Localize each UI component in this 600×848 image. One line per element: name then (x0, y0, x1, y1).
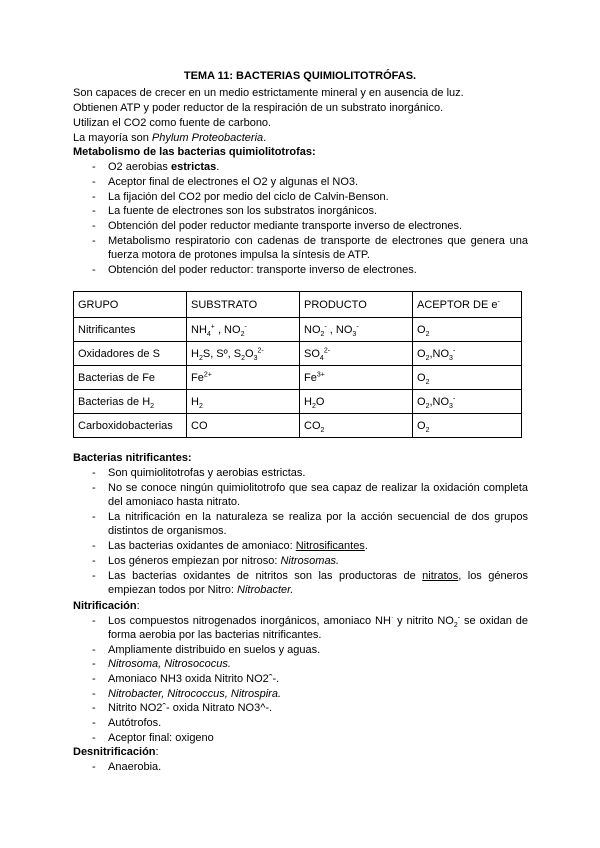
list-item: Aceptor final de electrones el O2 y algunas el NO3. (108, 176, 359, 188)
bullet-dash: - (92, 264, 96, 276)
superscript: - (497, 297, 500, 305)
underlined-term: Nitrosificantes (295, 540, 365, 552)
bullet-dash: - (92, 702, 96, 714)
list-item: Las bacterias oxidantes de nitritos son las productoras de nitratos, los géneros empiezan todos por Nitro: Nitrobacter. (108, 570, 528, 596)
table-cell: $O_2$ (413, 414, 522, 438)
list-item (108, 160, 528, 174)
list-item: Autótrofos. (108, 717, 162, 729)
list-item: Anaerobia. (108, 761, 162, 773)
underlined-term: nitratos (422, 570, 459, 582)
intro-text: La mayoría son (73, 132, 152, 144)
table-row (74, 390, 522, 414)
header-cell (413, 292, 522, 318)
bullet-dash: - (92, 658, 96, 670)
section-heading: Nitrificación: (73, 600, 140, 612)
table-cell: $O_2,NO_3^-$ (413, 342, 522, 366)
bullet-dash: - (92, 732, 96, 744)
intro-line: Utilizan el CO2 como fuente de carbono. (73, 117, 272, 129)
list-item: Las bacterias oxidantes de amoniaco: Nitrosificantes. (108, 540, 368, 552)
list-item: La fuente de electrones son los substratos inorgánicos. (108, 205, 378, 217)
list-item: Nitrosoma, Nitrosococus. (108, 658, 231, 670)
table-cell: Oxidadores de S (74, 342, 187, 366)
list-item: La fijación del CO2 por medio del ciclo de Calvin-Benson. (108, 191, 389, 203)
list-item: Los géneros empiezan por nitroso: Nitrosomas. (108, 555, 340, 567)
table-row (74, 414, 522, 438)
table-row (74, 366, 522, 390)
bullet-dash: - (92, 540, 96, 552)
table-cell: $SO_4^{2-}$ (300, 342, 413, 366)
table-cell: $O_2$ (413, 318, 522, 342)
bullet-dash: - (92, 511, 96, 523)
page-title: TEMA 11: BACTERIAS QUIMIOLITOTRÓFAS. (183, 70, 417, 82)
table-cell: Bacterias de $H_2$ (74, 390, 187, 414)
table-cell: Nitrificantes (74, 318, 187, 342)
table-cell: Bacterias de Fe (74, 366, 187, 390)
table-cell: $NH_4^+$ , $NO_2^-$ (187, 318, 300, 342)
table-header-row (74, 292, 522, 318)
bullet-dash: - (92, 570, 96, 582)
genus-name: Nitrosomas. (280, 555, 340, 567)
list-item: Nitrito NO2ˆ- oxida Nitrato NO3^-. (108, 702, 273, 714)
list-item: Aceptor final: oxigeno (108, 732, 214, 744)
bullet-dash: - (92, 673, 96, 685)
intro-line (73, 131, 266, 145)
section-heading: Bacterias nitrificantes: (73, 452, 192, 464)
table-cell: $Fe^{3+}$ (300, 366, 413, 390)
bullet-dash: - (92, 644, 96, 656)
header-cell: SUBSTRATO (187, 292, 300, 318)
list-item: Son quimiolitotrofas y aerobias estrictas. (108, 467, 306, 479)
list-item: Nitrobacter, Nitrococcus, Nitrospira. (108, 688, 281, 700)
table-row (74, 318, 522, 342)
intro-line: Son capaces de crecer en un medio estrictamente mineral y en ausencia de luz. (73, 87, 464, 99)
bullet-dash: - (92, 191, 96, 203)
bullet-dash: - (92, 761, 96, 773)
table-row (74, 342, 522, 366)
table-cell: $H_2O$ (300, 390, 413, 414)
section-heading: Metabolismo de las bacterias quimiolitotrofas: (73, 146, 316, 158)
list-item: Amoniaco NH3 oxida Nitrito NO2ˆ-. (108, 673, 280, 685)
list-item: Obtención del poder reductor: transporte inverso de electrones. (108, 264, 417, 276)
bullet-dash: - (92, 161, 96, 173)
list-item: Obtención del poder reductor mediante transporte inverso de electrones. (108, 220, 463, 232)
bullet-dash: - (92, 467, 96, 479)
table-cell: $NO_2^-$ , $NO_3^-$ (300, 318, 413, 342)
table-cell: $O_2,NO_3^-$ (413, 390, 522, 414)
table-cell: $Fe^{2+}$ (187, 366, 300, 390)
table-cell: $O_2$ (413, 366, 522, 390)
bullet-dash: - (92, 688, 96, 700)
list-item: Metabolismo respiratorio con cadenas de transporte de electrones que genera una fuerza motora de protones impulsa la síntesis de ATP. (108, 235, 528, 261)
table-cell: $H_2$ (187, 390, 300, 414)
bullet-dash: - (92, 555, 96, 567)
item-text: O2 aerobias (108, 161, 171, 173)
list-item: No se conoce ningún quimiolitotrofo que sea capaz de realizar la oxidación completa del amoniaco hasta nitrato. (108, 482, 528, 508)
bullet-dash: - (92, 615, 96, 627)
table-cell: $H_2S$, Sº, $S_2O_3^{2-}$ (187, 342, 300, 366)
phylum-name: Phylum Proteobacteria (151, 132, 264, 144)
intro-line: Obtienen ATP y poder reductor de la respiración de un substrato inorgánico. (73, 102, 444, 114)
list-item: La nitrificación en la naturaleza se realiza por la acción secuencial de dos grupos distintos de organismos. (108, 511, 528, 537)
bullet-dash: - (92, 205, 96, 217)
bullet-dash: - (92, 717, 96, 729)
bullet-dash: - (92, 235, 96, 247)
bullet-dash: - (92, 220, 96, 232)
table-cell: CO (187, 414, 300, 438)
section-heading: Desnitrificación: (73, 746, 159, 758)
table-cell: Carboxidobacterias (74, 414, 187, 438)
header-cell: GRUPO (74, 292, 187, 318)
table-cell: $CO_2$ (300, 414, 413, 438)
header-cell: PRODUCTO (300, 292, 413, 318)
bullet-dash: - (92, 176, 96, 188)
list-item: Los compuestos nitrogenados inorgánicos, amoniaco NH· y nitrito $NO_2^-$ se oxidan de forma aerobia por las bacterias nitrificantes. (108, 614, 529, 641)
punctuation: . (263, 132, 267, 144)
bullet-dash: - (92, 482, 96, 494)
bacteria-table (73, 291, 522, 438)
item-bold: estrictas (170, 161, 217, 173)
list-item: Ampliamente distribuido en suelos y aguas. (108, 644, 321, 656)
genus-name: Nitrobacter. (237, 584, 294, 596)
header-text: ACEPTOR DE e (417, 298, 498, 311)
punctuation: . (216, 161, 220, 173)
